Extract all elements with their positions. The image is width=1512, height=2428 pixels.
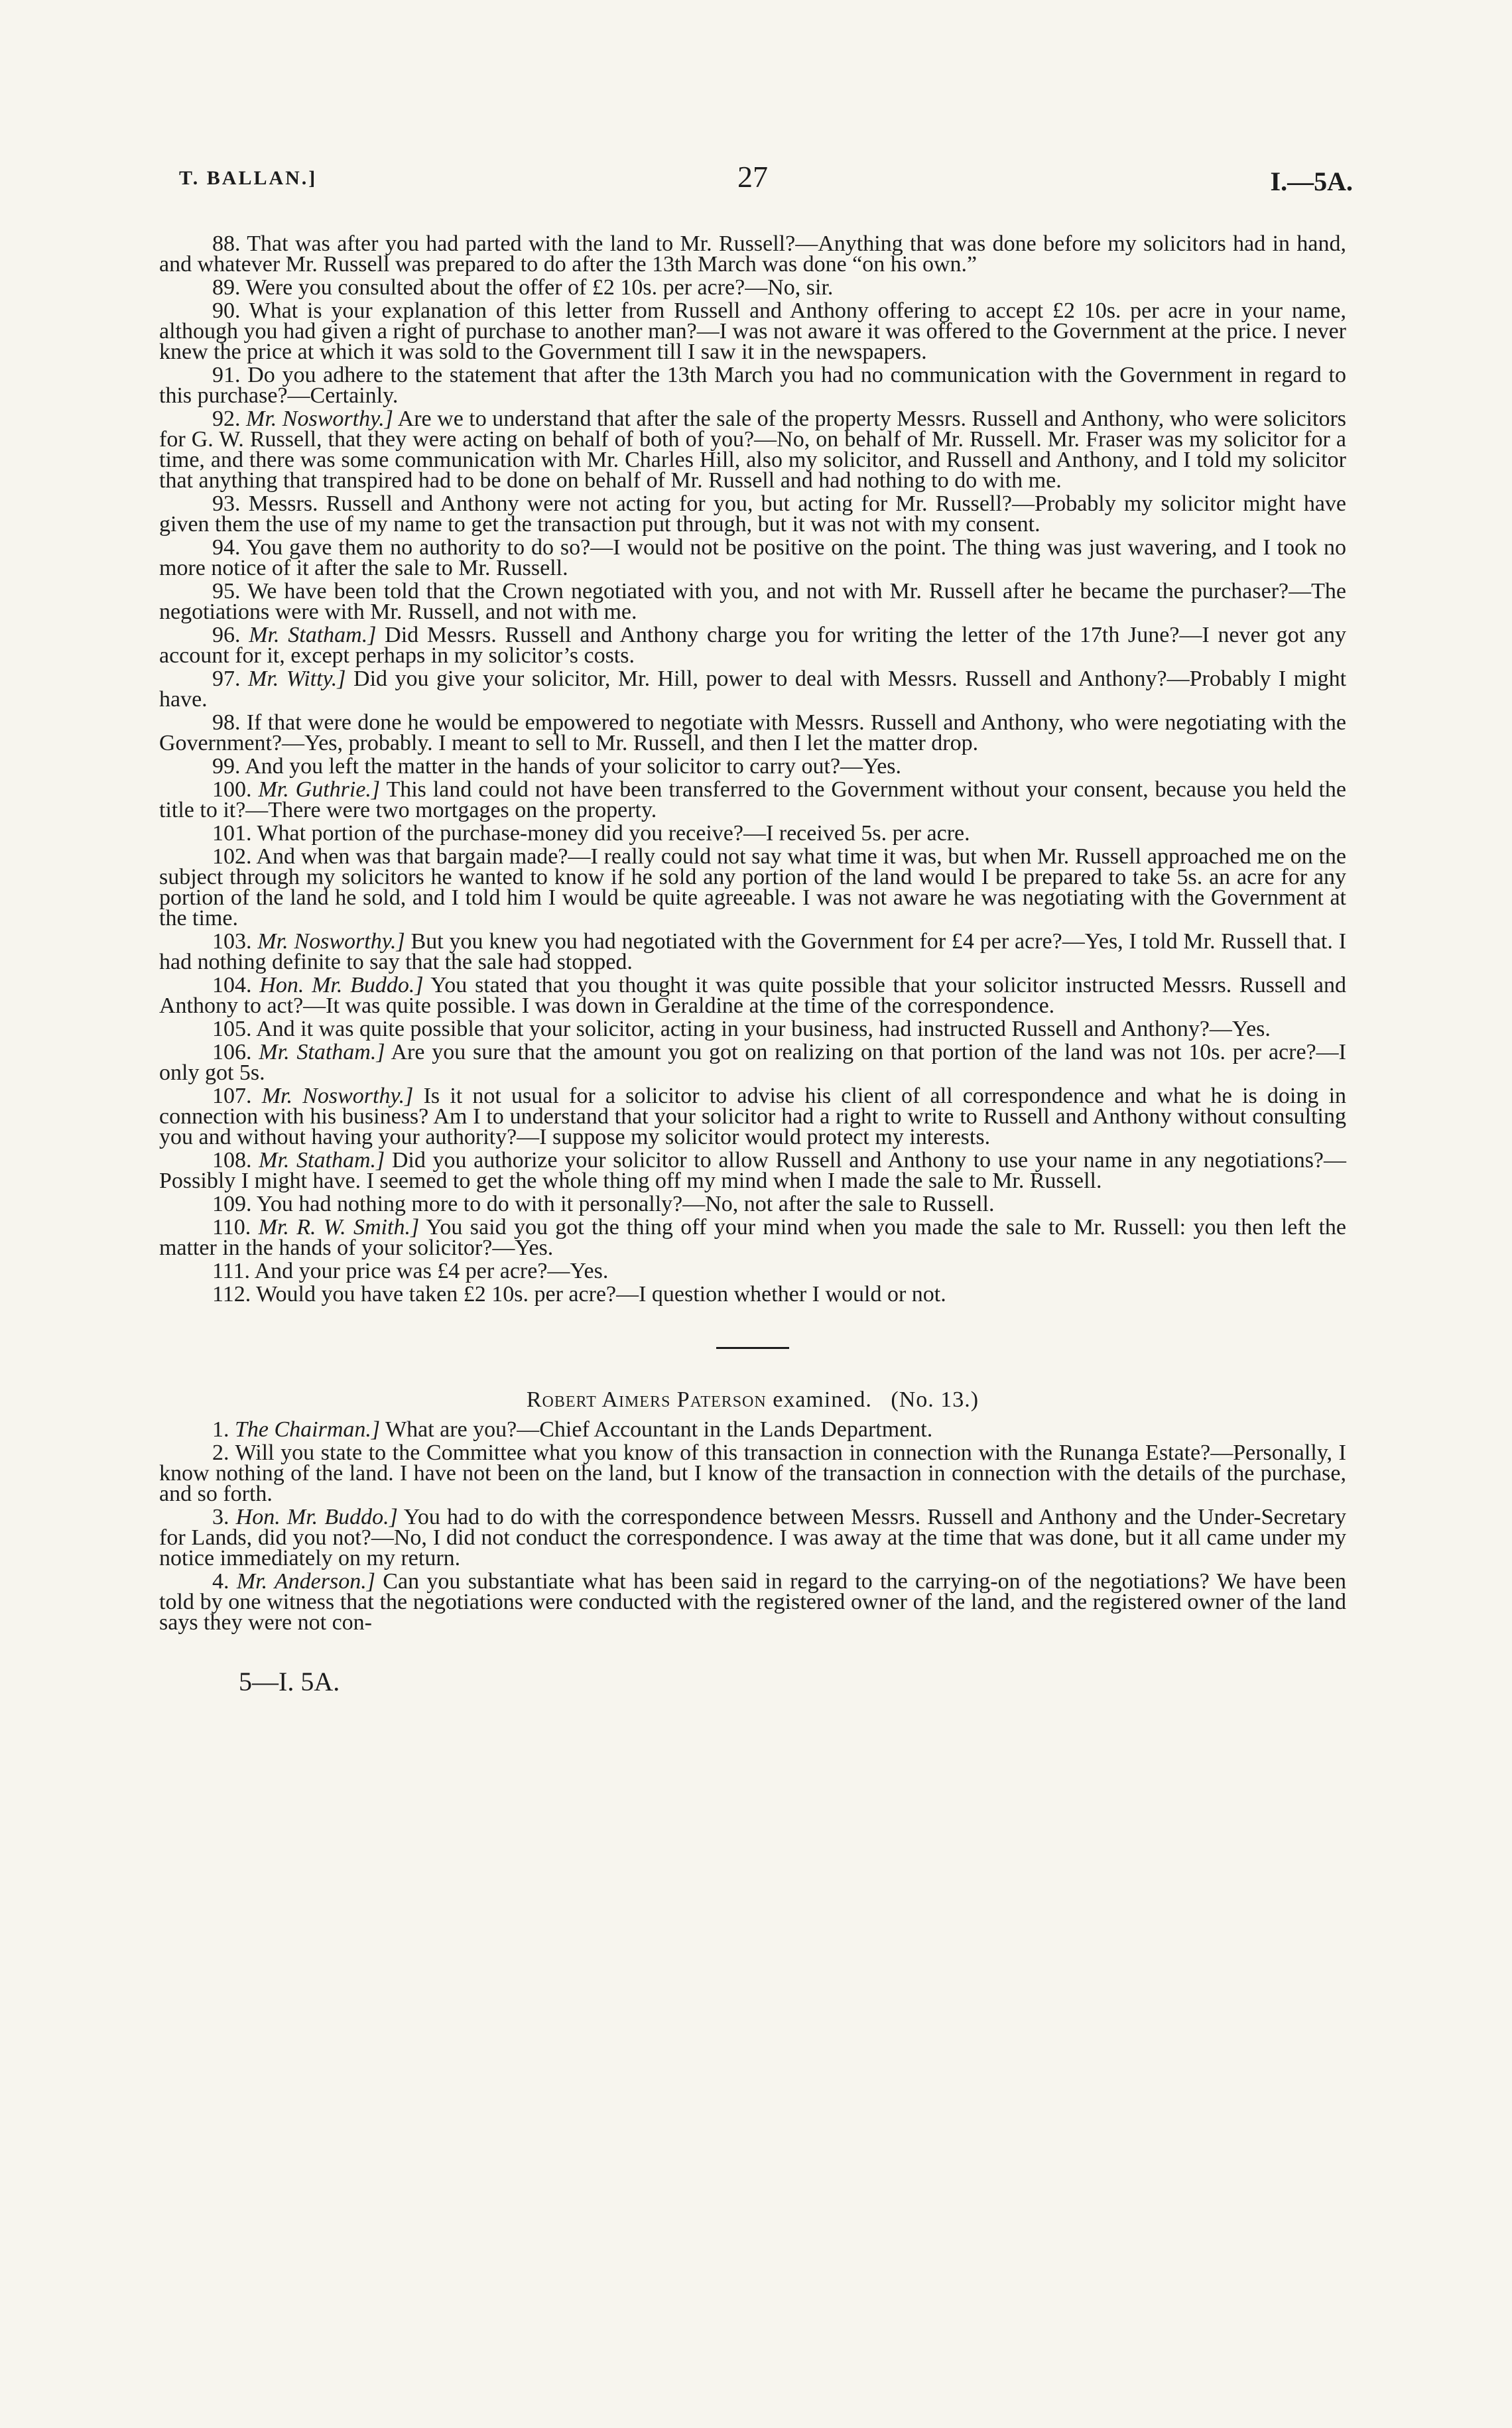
question-paragraph <box>159 975 1346 1016</box>
question-text: Were you consulted about the offer of £2 10s. per acre?—No, sir. <box>245 275 834 300</box>
question-paragraph <box>159 409 1346 491</box>
question-paragraph <box>159 846 1346 928</box>
question-number: 4. <box>212 1569 229 1594</box>
question-text: You stated that you thought it was quite possible that your solicitor instructed Messrs. Russell and Anthony to act?—It was quite possible. I was down in Geraldine at the time of the correspondence. <box>159 973 1346 1018</box>
question-number: 108. <box>212 1148 252 1173</box>
question-number: 102. <box>212 844 252 869</box>
document-page <box>159 159 1353 1697</box>
question-paragraph <box>159 493 1346 535</box>
question-number: 104. <box>212 973 252 997</box>
signature-footer: 5—I. 5A. <box>239 1667 340 1696</box>
question-paragraph <box>159 1150 1346 1191</box>
question-paragraph <box>159 537 1346 578</box>
question-paragraph <box>159 1261 1346 1281</box>
question-number: 105. <box>212 1017 252 1041</box>
question-number: 1. <box>212 1417 229 1442</box>
question-paragraph <box>159 931 1346 972</box>
question-text: And when was that bargain made?—I really could not say what time it was, but when Mr. Russell approached me on the subject through my solicitors he wanted to know if he sold any portion of the land would I be prepared to take 5s. an acre for any portion of the land he sold, and I told him I would be quite agreeable. I was not aware he was negotiating with the Government at the time. <box>159 844 1347 930</box>
question-paragraph <box>159 1284 1346 1305</box>
speaker-name: Mr. R. W. Smith.] <box>258 1215 420 1240</box>
speaker-name: Mr. Witty.] <box>248 667 346 691</box>
question-text: You had to do with the correspondence between Messrs. Russell and Anthony and the Under-Secretary for Lands, did you not?—No, I did not conduct the correspondence. I was away at the time that was done, but it all came under my notice immediately on my return. <box>159 1505 1346 1570</box>
question-text: But you knew you had negotiated with the Government for £4 per acre?—Yes, I told Mr. Russell that. I had nothing definite to say that the sale had stopped. <box>159 929 1347 974</box>
page-header <box>159 159 1353 206</box>
question-paragraph <box>159 277 1346 298</box>
question-text: You gave them no authority to do so?—I would not be positive on the point. The thing was just wavering, and I took no more notice of it after the sale to Mr. Russell. <box>159 535 1346 580</box>
speaker-name: Mr. Statham.] <box>249 623 377 647</box>
question-text: Will you state to the Committee what you know of this transaction in connection with the Runanga Estate?—Personally, I know nothing of the land. I have not been on the land, but I know of the transaction in connection with the details of the purchase, and so forth. <box>159 1440 1346 1506</box>
question-text: What portion of the purchase-money did you receive?—I received 5s. per acre. <box>257 821 970 846</box>
question-text: Are we to understand that after the sale of the property Messrs. Russell and Anthony, who were solicitors for G. W. Russell, that they were acting on behalf of both of you?—No, on behalf of Mr. Russell. Mr. Fraser was my solicitor for a time, and there was some communication with Mr. Charles Hill, also my solicitor, and Russell and Anthony, and I told my solicitor that anything that transpired had to be done on behalf of Mr. Russell and had nothing to do with me. <box>159 407 1347 493</box>
question-number: 2. <box>212 1440 229 1465</box>
question-text: And you left the matter in the hands of your solicitor to carry out?—Yes. <box>245 754 902 779</box>
question-paragraph <box>159 823 1346 844</box>
question-number: 98. <box>212 710 241 735</box>
question-number: 107. <box>212 1084 252 1108</box>
question-paragraph <box>159 669 1346 710</box>
question-paragraph <box>159 1217 1346 1258</box>
question-number: 97. <box>212 667 241 691</box>
question-number: 110. <box>212 1215 251 1240</box>
question-text: You said you got the thing off your mind when you made the sale to Mr. Russell: you then left the matter in the hands of your solicitor?—Yes. <box>159 1215 1346 1260</box>
question-paragraph <box>159 756 1346 777</box>
page-number: 27 <box>737 160 768 194</box>
question-paragraph <box>159 1194 1346 1214</box>
question-number: 101. <box>212 821 252 846</box>
question-paragraph <box>159 1507 1346 1568</box>
section-divider <box>716 1347 789 1349</box>
question-text: Do you adhere to the statement that after the 13th March you had no communication with the Government in regard to this purchase?—Certainly. <box>159 363 1346 408</box>
testimony-block-ballan <box>159 233 1346 1305</box>
question-number: 95. <box>212 579 241 604</box>
question-text: Messrs. Russell and Anthony were not acting for you, but acting for Mr. Russell?—Probably my solicitor might have given them the use of my name to get the transaction put through, but it was not with my consent. <box>159 491 1347 537</box>
question-number: 94. <box>212 535 241 560</box>
question-number: 99. <box>212 754 241 779</box>
question-number: 91. <box>212 363 241 387</box>
question-text: Did Messrs. Russell and Anthony charge you for writing the letter of the 17th June?—I never got any account for it, except perhaps in my solicitor’s costs. <box>159 623 1347 668</box>
question-number: 103. <box>212 929 252 954</box>
speaker-name: Mr. Nosworthy.] <box>246 407 394 431</box>
question-paragraph <box>159 1019 1346 1039</box>
question-number: 89. <box>212 275 241 300</box>
question-text: What is your explanation of this letter from Russell and Anthony offering to accept £2 10s. per acre in your name, although you had given a right of purchase to another man?—I was not aware it was offered to the Government at the price. I never knew the price at which it was sold to the Government till I saw it in the newspapers. <box>159 298 1346 364</box>
section-title <box>159 1387 1346 1413</box>
question-paragraph <box>159 1442 1346 1504</box>
question-number: 93. <box>212 491 241 516</box>
speaker-name: Mr. Statham.] <box>259 1148 385 1173</box>
question-text: This land could not have been transferred to the Government without your consent, because you held the title to it?—There were two mortgages on the property. <box>159 777 1347 822</box>
question-number: 92. <box>212 407 241 431</box>
question-paragraph <box>159 625 1346 666</box>
question-paragraph <box>159 581 1346 622</box>
question-number: 3. <box>212 1505 229 1529</box>
paper-reference: I.—5A. <box>1270 166 1353 196</box>
speaker-name: The Chairman.] <box>235 1417 381 1442</box>
witness-name: Robert Aimers Paterson <box>526 1387 767 1412</box>
speaker-name: Mr. Statham.] <box>259 1040 385 1064</box>
question-number: 106. <box>212 1040 252 1064</box>
question-text: If that were done he would be empowered to negotiate with Messrs. Russell and Anthony, who were negotiating with the Government?—Yes, probably. I meant to sell to Mr. Russell, and then I let the matter drop. <box>159 710 1347 755</box>
question-paragraph <box>159 300 1346 362</box>
question-number: 90. <box>212 298 241 323</box>
speaker-name: Mr. Nosworthy.] <box>257 929 405 954</box>
witness-number: (No. 13.) <box>891 1387 979 1412</box>
speaker-name: Mr. Guthrie.] <box>258 777 381 802</box>
question-paragraph <box>159 779 1346 820</box>
question-paragraph <box>159 1042 1346 1083</box>
question-paragraph <box>159 1419 1346 1440</box>
speaker-name: Mr. Anderson.] <box>236 1569 375 1594</box>
question-number: 88. <box>212 231 241 256</box>
question-paragraph <box>159 233 1346 275</box>
question-text: That was after you had parted with the land to Mr. Russell?—Anything that was done before my solicitors had in hand, and whatever Mr. Russell was prepared to do after the 13th March was done “on his own.” <box>159 231 1347 277</box>
question-text: We have been told that the Crown negotiated with you, and not with Mr. Russell after he became the purchaser?—The negotiations were with Mr. Russell, and not with me. <box>159 579 1346 624</box>
question-paragraph <box>159 1571 1346 1633</box>
question-paragraph <box>159 1086 1346 1147</box>
question-number: 112. <box>212 1282 251 1307</box>
question-text: And it was quite possible that your solicitor, acting in your business, had instructed Russell and Anthony?—Yes. <box>256 1017 1271 1041</box>
question-text: Is it not usual for a solicitor to advise his client of all correspondence and what he is doing in connection with his business? Am I to understand that your solicitor had a right to write to Russell and Anthony without consulting you and without having your authority?—I suppose my solicitor would protect my interests. <box>159 1084 1347 1149</box>
question-number: 111. <box>212 1259 250 1283</box>
question-text: What are you?—Chief Accountant in the Lands Department. <box>385 1417 933 1442</box>
speaker-name: Hon. Mr. Buddo.] <box>259 973 424 997</box>
question-number: 96. <box>212 623 241 647</box>
question-number: 109. <box>212 1192 252 1216</box>
question-text: Would you have taken £2 10s. per acre?—I question whether I would or not. <box>256 1282 946 1307</box>
question-paragraph <box>159 365 1346 406</box>
question-text: Are you sure that the amount you got on realizing on that portion of the land was not 10s. per acre?—I only got 5s. <box>159 1040 1346 1085</box>
question-number: 100. <box>212 777 252 802</box>
header-witness: T. BALLAN.] <box>179 167 318 189</box>
question-text: You had nothing more to do with it personally?—No, not after the sale to Russell. <box>256 1192 995 1216</box>
speaker-name: Hon. Mr. Buddo.] <box>235 1505 398 1529</box>
witness-examined: examined. <box>773 1387 872 1412</box>
testimony-block-paterson <box>159 1419 1346 1633</box>
question-text: Can you substantiate what has been said in regard to the carrying-on of the negotiations? We have been told by one witness that the negotiations were conducted with the registered owner of the land, and the registered owner of the land says they were not con- <box>159 1569 1347 1635</box>
speaker-name: Mr. Nosworthy.] <box>261 1084 414 1108</box>
question-text: Did you authorize your solicitor to allow Russell and Anthony to use your name in any negotiations?—Possibly I might have. I seemed to get the whole thing off my mind when I made the sale to Mr. Russell. <box>159 1148 1347 1193</box>
question-paragraph <box>159 712 1346 753</box>
question-text: Did you give your solicitor, Mr. Hill, power to deal with Messrs. Russell and Anthony?—Probably I might have. <box>159 667 1347 712</box>
question-text: And your price was £4 per acre?—Yes. <box>254 1259 609 1283</box>
